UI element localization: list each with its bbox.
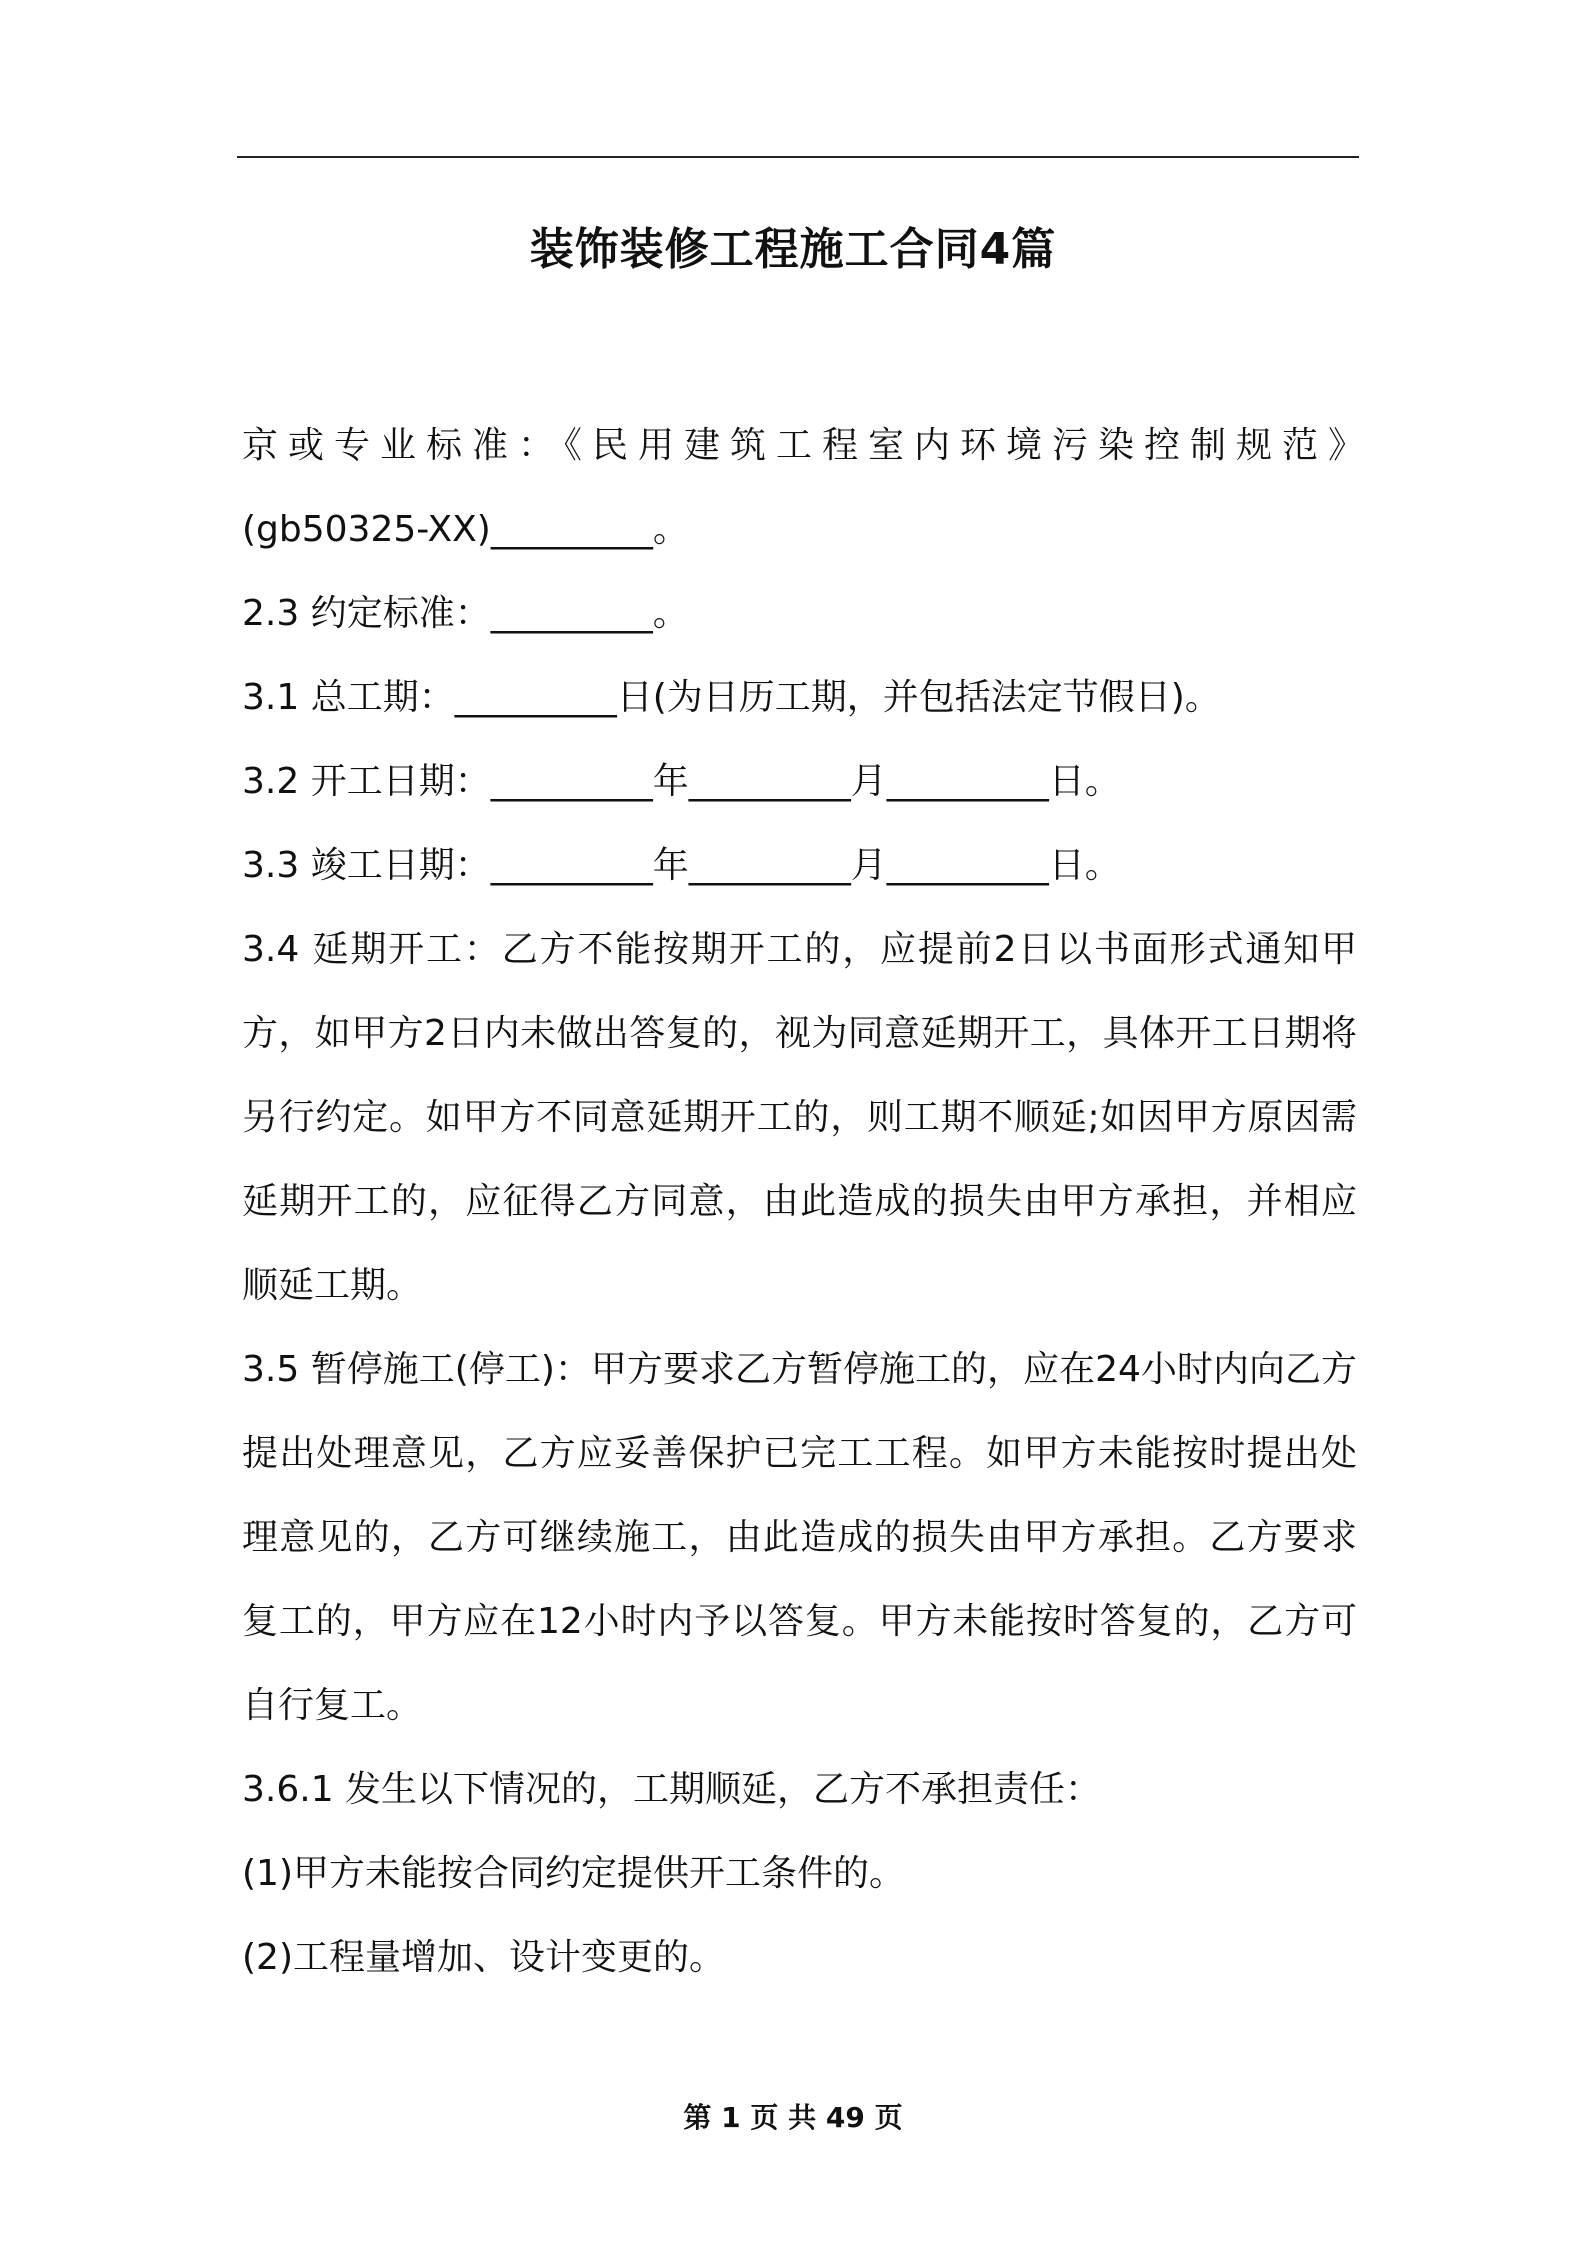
page-number: 第 1 页 共 49 页 (683, 2101, 903, 2134)
header-rule (237, 156, 1359, 158)
paragraph-suspension: 3.5 暂停施工(停工)：甲方要求乙方暂停施工的，应在24小时内向乙方提出处理意见，乙方应妥善保护已完工工程。如甲方未能按时提出处理意见的，乙方可继续施工，由此造成的损失由甲方承担。乙方要求复工的，甲方应在12小时内予以答复。甲方未能按时答复的，乙方可自行复工。 (242, 1349, 1357, 1726)
paragraph-condition-2: (2)工程量增加、设计变更的。 (242, 1937, 725, 1978)
document-body (242, 404, 1375, 2000)
paragraph-start-date: 3.2 开工日期：_________年_________月_________日。 (242, 761, 1121, 802)
paragraph-condition-1: (1)甲方未能按合同约定提供开工条件的。 (242, 1853, 905, 1894)
document-title: 装饰装修工程施工合同4篇 (529, 224, 1057, 275)
paragraph-extension-conditions: 3.6.1 发生以下情况的，工期顺延，乙方不承担责任： (242, 1769, 1102, 1810)
paragraph-total-duration: 3.1 总工期：_________日(为日历工期，并包括法定节假日)。 (242, 677, 1221, 718)
paragraph-agreed-standard: 2.3 约定标准：_________。 (242, 593, 689, 634)
paragraph-standard-code: (gb50325-XX)_________。 (242, 509, 689, 550)
paragraph-delayed-start: 3.4 延期开工：乙方不能按期开工的，应提前2日以书面形式通知甲方，如甲方2日内未做出答复的，视为同意延期开工，具体开工日期将另行约定。如甲方不同意延期开工的，则工期不顺延;如因甲方原因需延期开工的，应征得乙方同意，由此造成的损失由甲方承担，并相应顺延工期。 (242, 929, 1357, 1306)
paragraph-completion-date: 3.3 竣工日期：_________年_________月_________日。 (242, 845, 1121, 886)
paragraph-standard-name: 京或专业标准：《民用建筑工程室内环境污染控制规范》 (242, 425, 1375, 466)
